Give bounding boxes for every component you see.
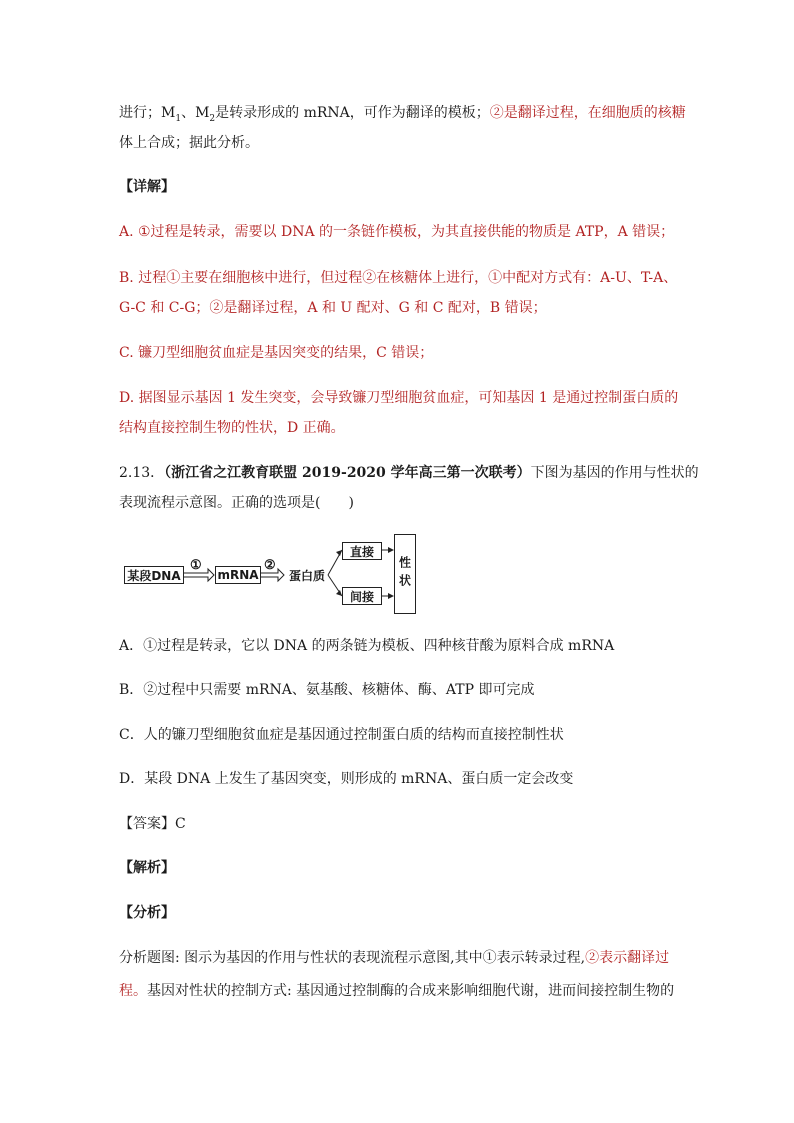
detail-option-c: C. 镰刀型细胞贫血症是基因突变的结果，C 错误； xyxy=(119,345,434,361)
intro-line-1: 进行；$M_1$、$M_2$是转录形成的 mRNA，可作为翻译的模板；②是翻译过程，在细胞质的核糖 xyxy=(119,105,686,124)
detail-option-a: A. ①过程是转录，需要以 DNA 的一条链作模板，为其直接供能的物质是 ATP，A 错误； xyxy=(119,224,675,240)
question-number: 2.13． xyxy=(119,465,165,481)
question-line-2: 表现流程示意图。正确的选项是( ) xyxy=(119,495,354,511)
trait-box: 性状 xyxy=(394,534,416,614)
option-b: B．②过程中只需要 mRNA、氨基酸、核糖体、酶、ATP 即可完成 xyxy=(119,682,535,698)
analysis-line-1: 分析题图: 图示为基因的作用与性状的表现流程示意图,其中①表示转录过程,②表示翻译过 xyxy=(119,950,670,966)
analysis-subheading: 【分析】 xyxy=(119,905,175,921)
detail-heading: 【详解】 xyxy=(119,179,175,195)
step-2-label: ② xyxy=(264,558,276,573)
option-c: C．人的镰刀型细胞贫血症是基因通过控制蛋白质的结构而直接控制性状 xyxy=(119,727,564,743)
analysis-heading: 【解析】 xyxy=(119,860,175,876)
question-source: （浙江省之江教育联盟 2019-2020 学年高三第一次联考） xyxy=(164,465,531,481)
direct-box: 直接 xyxy=(342,542,382,560)
detail-option-b-line1: B. 过程①主要在细胞核中进行，但过程②在核糖体上进行，①中配对方式有：A-U、T-A、 xyxy=(119,270,678,286)
protein-label: 蛋白质 xyxy=(288,568,325,583)
gene-flow-diagram xyxy=(118,532,418,617)
option-d: D．某段 DNA 上发生了基因突变，则形成的 mRNA、蛋白质一定会改变 xyxy=(119,771,574,787)
dna-box: 某段DNA xyxy=(124,566,184,584)
detail-option-b-line2: G-C 和 C-G；②是翻译过程，A 和 U 配对、G 和 C 配对，B 错误； xyxy=(119,300,547,316)
detail-option-d-line2: 结构直接控制生物的性状，D 正确。 xyxy=(119,420,345,436)
step-1-label: ① xyxy=(190,558,202,573)
analysis-line-2: 程。基因对性状的控制方式: 基因通过控制酶的合成来影响细胞代谢，进而间接控制生物的 xyxy=(119,983,675,999)
question-line-1: 2.13．（浙江省之江教育联盟 2019-2020 学年高三第一次联考）下图为基因的作用与性状的 xyxy=(119,465,699,481)
indirect-box: 间接 xyxy=(342,587,382,605)
mrna-box: mRNA xyxy=(215,566,261,584)
intro-line-2: 体上合成；据此分析。 xyxy=(119,135,259,151)
answer: 【答案】C xyxy=(119,816,186,832)
option-a: A．①过程是转录，它以 DNA 的两条链为模板、四种核苷酸为原料合成 mRNA xyxy=(119,638,615,654)
detail-option-d-line1: D. 据图显示基因 1 发生突变，会导致镰刀型细胞贫血症，可知基因 1 是通过控制蛋白质的 xyxy=(119,390,679,406)
